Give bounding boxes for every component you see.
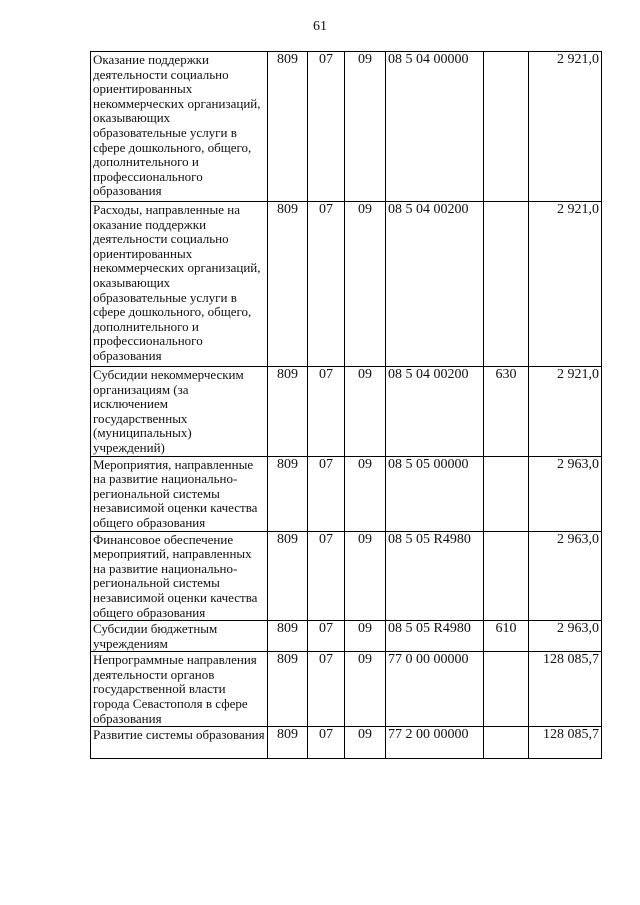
row-expense-type: [484, 531, 529, 621]
budget-table: [90, 51, 602, 759]
row-subsection-code: 09: [345, 52, 386, 202]
row-expense-type: 630: [484, 367, 529, 457]
row-target-code: 08 5 05 R4980: [386, 531, 484, 621]
table-row: [91, 652, 602, 727]
row-amount: 2 963,0: [529, 531, 602, 621]
row-subsection-code: 09: [345, 727, 386, 759]
table-row: [91, 531, 602, 621]
row-section-code: 07: [308, 727, 345, 759]
row-expense-type: [484, 456, 529, 531]
row-subsection-code: 09: [345, 367, 386, 457]
row-ministry-code: 809: [268, 202, 308, 367]
row-ministry-code: 809: [268, 531, 308, 621]
row-amount: 2 921,0: [529, 367, 602, 457]
row-amount: 128 085,7: [529, 727, 602, 759]
row-name: Субсидии некоммерческим организациям (за исключением государственных (муниципальных) учреждений): [91, 367, 268, 457]
row-section-code: 07: [308, 52, 345, 202]
row-name: Финансовое обеспечение мероприятий, направленных на развитие национально-региональной системы независимой оценки качества общего образования: [91, 531, 268, 621]
row-name: Субсидии бюджетным учреждениям: [91, 621, 268, 652]
row-subsection-code: 09: [345, 202, 386, 367]
row-ministry-code: 809: [268, 652, 308, 727]
table-row: [91, 52, 602, 202]
row-target-code: 08 5 04 00200: [386, 367, 484, 457]
row-subsection-code: 09: [345, 531, 386, 621]
row-subsection-code: 09: [345, 621, 386, 652]
row-name: Оказание поддержки деятельности социально ориентированных некоммерческих организаций, оказывающих образовательные услуги в сфере дошкольного, общего, дополнительного и профессионального образования: [91, 52, 268, 202]
row-ministry-code: 809: [268, 456, 308, 531]
row-name: Мероприятия, направленные на развитие национально-региональной системы независимой оценки качества общего образования: [91, 456, 268, 531]
row-subsection-code: 09: [345, 456, 386, 531]
row-section-code: 07: [308, 367, 345, 457]
row-amount: 2 963,0: [529, 456, 602, 531]
row-section-code: 07: [308, 531, 345, 621]
row-amount: 2 921,0: [529, 202, 602, 367]
row-name: Расходы, направленные на оказание поддержки деятельности социально ориентированных некоммерческих организаций, оказывающих образовательные услуги в сфере дошкольного, общего, дополнительного и профессионального образования: [91, 202, 268, 367]
row-ministry-code: 809: [268, 727, 308, 759]
row-target-code: 77 2 00 00000: [386, 727, 484, 759]
row-expense-type: [484, 52, 529, 202]
row-section-code: 07: [308, 456, 345, 531]
row-amount: 128 085,7: [529, 652, 602, 727]
row-section-code: 07: [308, 652, 345, 727]
row-expense-type: [484, 202, 529, 367]
row-name: Непрограммные направления деятельности органов государственной власти города Севастополя в сфере образования: [91, 652, 268, 727]
row-target-code: 77 0 00 00000: [386, 652, 484, 727]
table-row: [91, 456, 602, 531]
table-row: [91, 202, 602, 367]
row-expense-type: [484, 652, 529, 727]
row-ministry-code: 809: [268, 621, 308, 652]
row-amount: 2 921,0: [529, 52, 602, 202]
row-target-code: 08 5 04 00000: [386, 52, 484, 202]
row-expense-type: [484, 727, 529, 759]
row-section-code: 07: [308, 202, 345, 367]
row-name: Развитие системы образования: [91, 727, 268, 759]
table-row: [91, 367, 602, 457]
row-target-code: 08 5 05 00000: [386, 456, 484, 531]
row-amount: 2 963,0: [529, 621, 602, 652]
row-target-code: 08 5 05 R4980: [386, 621, 484, 652]
table-row: [91, 621, 602, 652]
page-number: 61: [313, 19, 327, 34]
row-ministry-code: 809: [268, 367, 308, 457]
table-row: [91, 727, 602, 759]
row-target-code: 08 5 04 00200: [386, 202, 484, 367]
row-subsection-code: 09: [345, 652, 386, 727]
row-section-code: 07: [308, 621, 345, 652]
row-expense-type: 610: [484, 621, 529, 652]
row-ministry-code: 809: [268, 52, 308, 202]
